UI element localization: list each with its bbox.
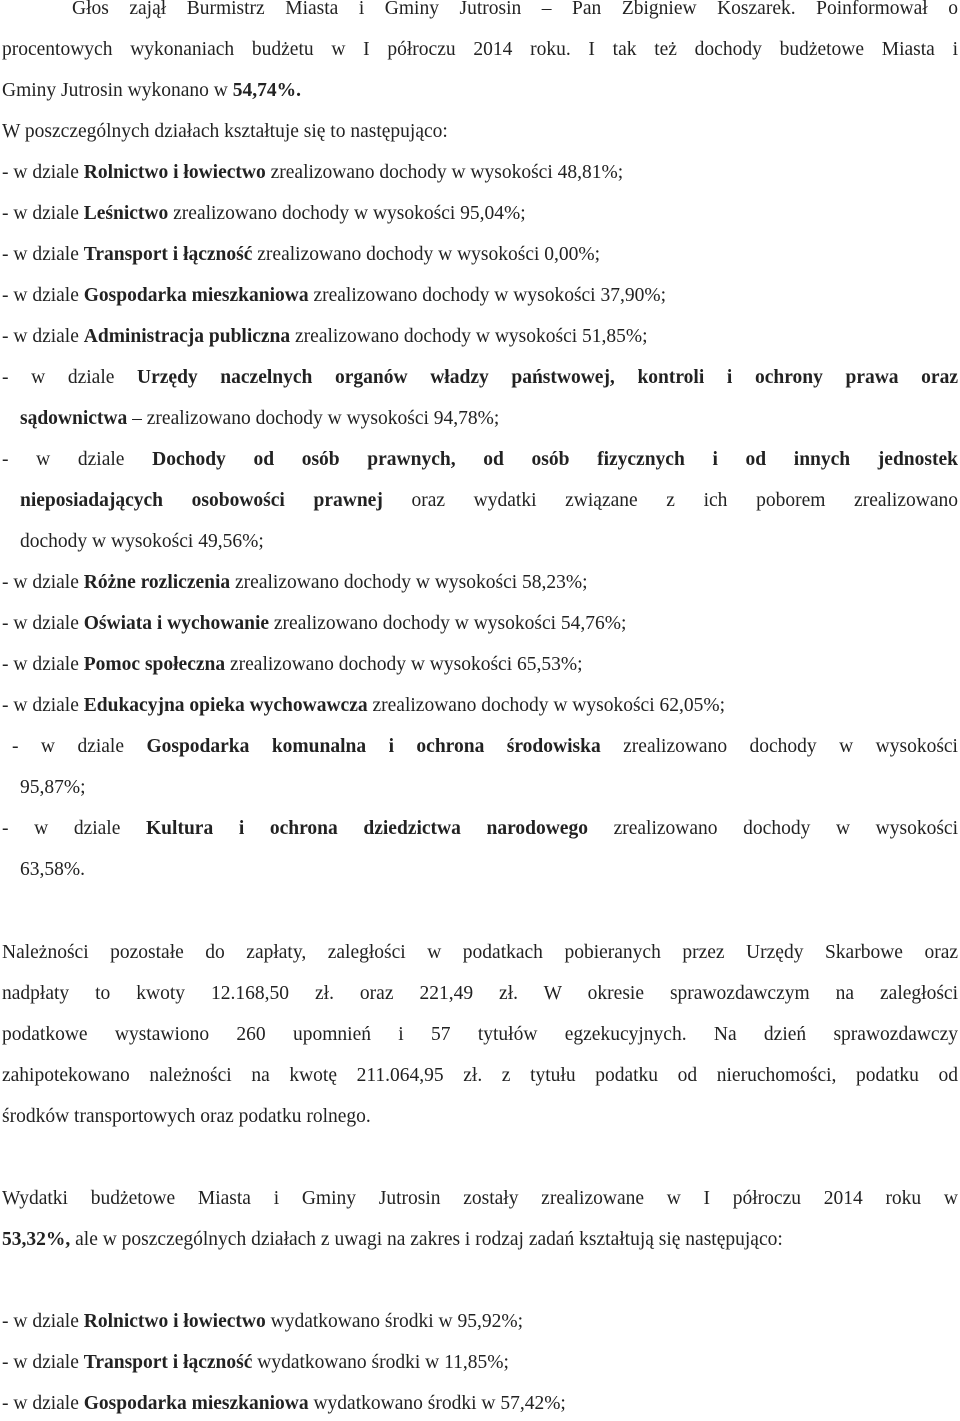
receivables-line: podatkowe wystawiono 260 upomnień i 57 tytułów egzekucyjnych. Na dzień sprawozdawczy bbox=[2, 1024, 958, 1045]
expense-item: - w dziale Rolnictwo i łowiectwo wydatkowano środki w 95,92%; bbox=[2, 1311, 523, 1332]
intro-line-1: Głos zajął Burmistrz Miasta i Gminy Jutrosin – Pan Zbigniew Koszarek. Poinformował o bbox=[72, 0, 958, 19]
income-item: - w dziale Gospodarka komunalna i ochrona środowiska zrealizowano dochody w wysokości bbox=[12, 736, 958, 757]
expenses-intro-line: 53,32%, ale w poszczególnych działach z uwagi na zakres i rodzaj zadań kształtują się następująco: bbox=[2, 1229, 783, 1250]
income-item-cont: 63,58%. bbox=[20, 859, 85, 880]
income-item: - w dziale Różne rozliczenia zrealizowano dochody w wysokości 58,23%; bbox=[2, 572, 588, 593]
income-item-cont: 95,87%; bbox=[20, 777, 86, 798]
income-item: - w dziale Kultura i ochrona dziedzictwa narodowego zrealizowano dochody w wysokości bbox=[2, 818, 958, 839]
expenses-intro-line: Wydatki budżetowe Miasta i Gminy Jutrosin zostały zrealizowane w I półroczu 2014 roku w bbox=[2, 1188, 958, 1209]
income-item: - w dziale Transport i łączność zrealizowano dochody w wysokości 0,00%; bbox=[2, 244, 601, 265]
income-item: - w dziale Gospodarka mieszkaniowa zrealizowano dochody w wysokości 37,90%; bbox=[2, 285, 667, 306]
income-item: - w dziale Urzędy naczelnych organów władzy państwowej, kontroli i ochrony prawa oraz bbox=[2, 367, 958, 388]
receivables-line: środków transportowych oraz podatku rolnego. bbox=[2, 1106, 371, 1127]
intro-line-4: W poszczególnych działach kształtuje się to następująco: bbox=[2, 121, 448, 142]
expense-item: - w dziale Transport i łączność wydatkowano środki w 11,85%; bbox=[2, 1352, 509, 1373]
receivables-line: nadpłaty to kwoty 12.168,50 zł. oraz 221,49 zł. W okresie sprawozdawczym na zaległości bbox=[2, 983, 958, 1004]
income-item-cont: sądownictwa – zrealizowano dochody w wysokości 94,78%; bbox=[20, 408, 500, 429]
intro-line-3: Gminy Jutrosin wykonano w 54,74%. bbox=[2, 80, 301, 101]
income-item: - w dziale Pomoc społeczna zrealizowano dochody w wysokości 65,53%; bbox=[2, 654, 583, 675]
receivables-line: Należności pozostałe do zapłaty, zaległości w podatkach pobieranych przez Urzędy Skarbowe oraz bbox=[2, 942, 958, 963]
income-item-cont: nieposiadających osobowości prawnej oraz wydatki związane z ich poborem zrealizowano bbox=[20, 490, 958, 511]
income-item: - w dziale Administracja publiczna zrealizowano dochody w wysokości 51,85%; bbox=[2, 326, 648, 347]
receivables-line: zahipotekowano należności na kwotę 211.064,95 zł. z tytułu podatku od nieruchomości, podatku od bbox=[2, 1065, 958, 1086]
income-item-cont: dochody w wysokości 49,56%; bbox=[20, 531, 264, 552]
intro-line-2: procentowych wykonaniach budżetu w I półroczu 2014 roku. I tak też dochody budżetowe Miasta i bbox=[2, 39, 958, 60]
income-item: - w dziale Oświata i wychowanie zrealizowano dochody w wysokości 54,76%; bbox=[2, 613, 627, 634]
income-item: - w dziale Leśnictwo zrealizowano dochody w wysokości 95,04%; bbox=[2, 203, 526, 224]
income-item: - w dziale Rolnictwo i łowiectwo zrealizowano dochody w wysokości 48,81%; bbox=[2, 162, 624, 183]
expense-item: - w dziale Gospodarka mieszkaniowa wydatkowano środki w 57,42%; bbox=[2, 1393, 566, 1414]
income-item: - w dziale Edukacyjna opieka wychowawcza zrealizowano dochody w wysokości 62,05%; bbox=[2, 695, 726, 716]
income-item: - w dziale Dochody od osób prawnych, od osób fizycznych i od innych jednostek bbox=[2, 449, 958, 470]
